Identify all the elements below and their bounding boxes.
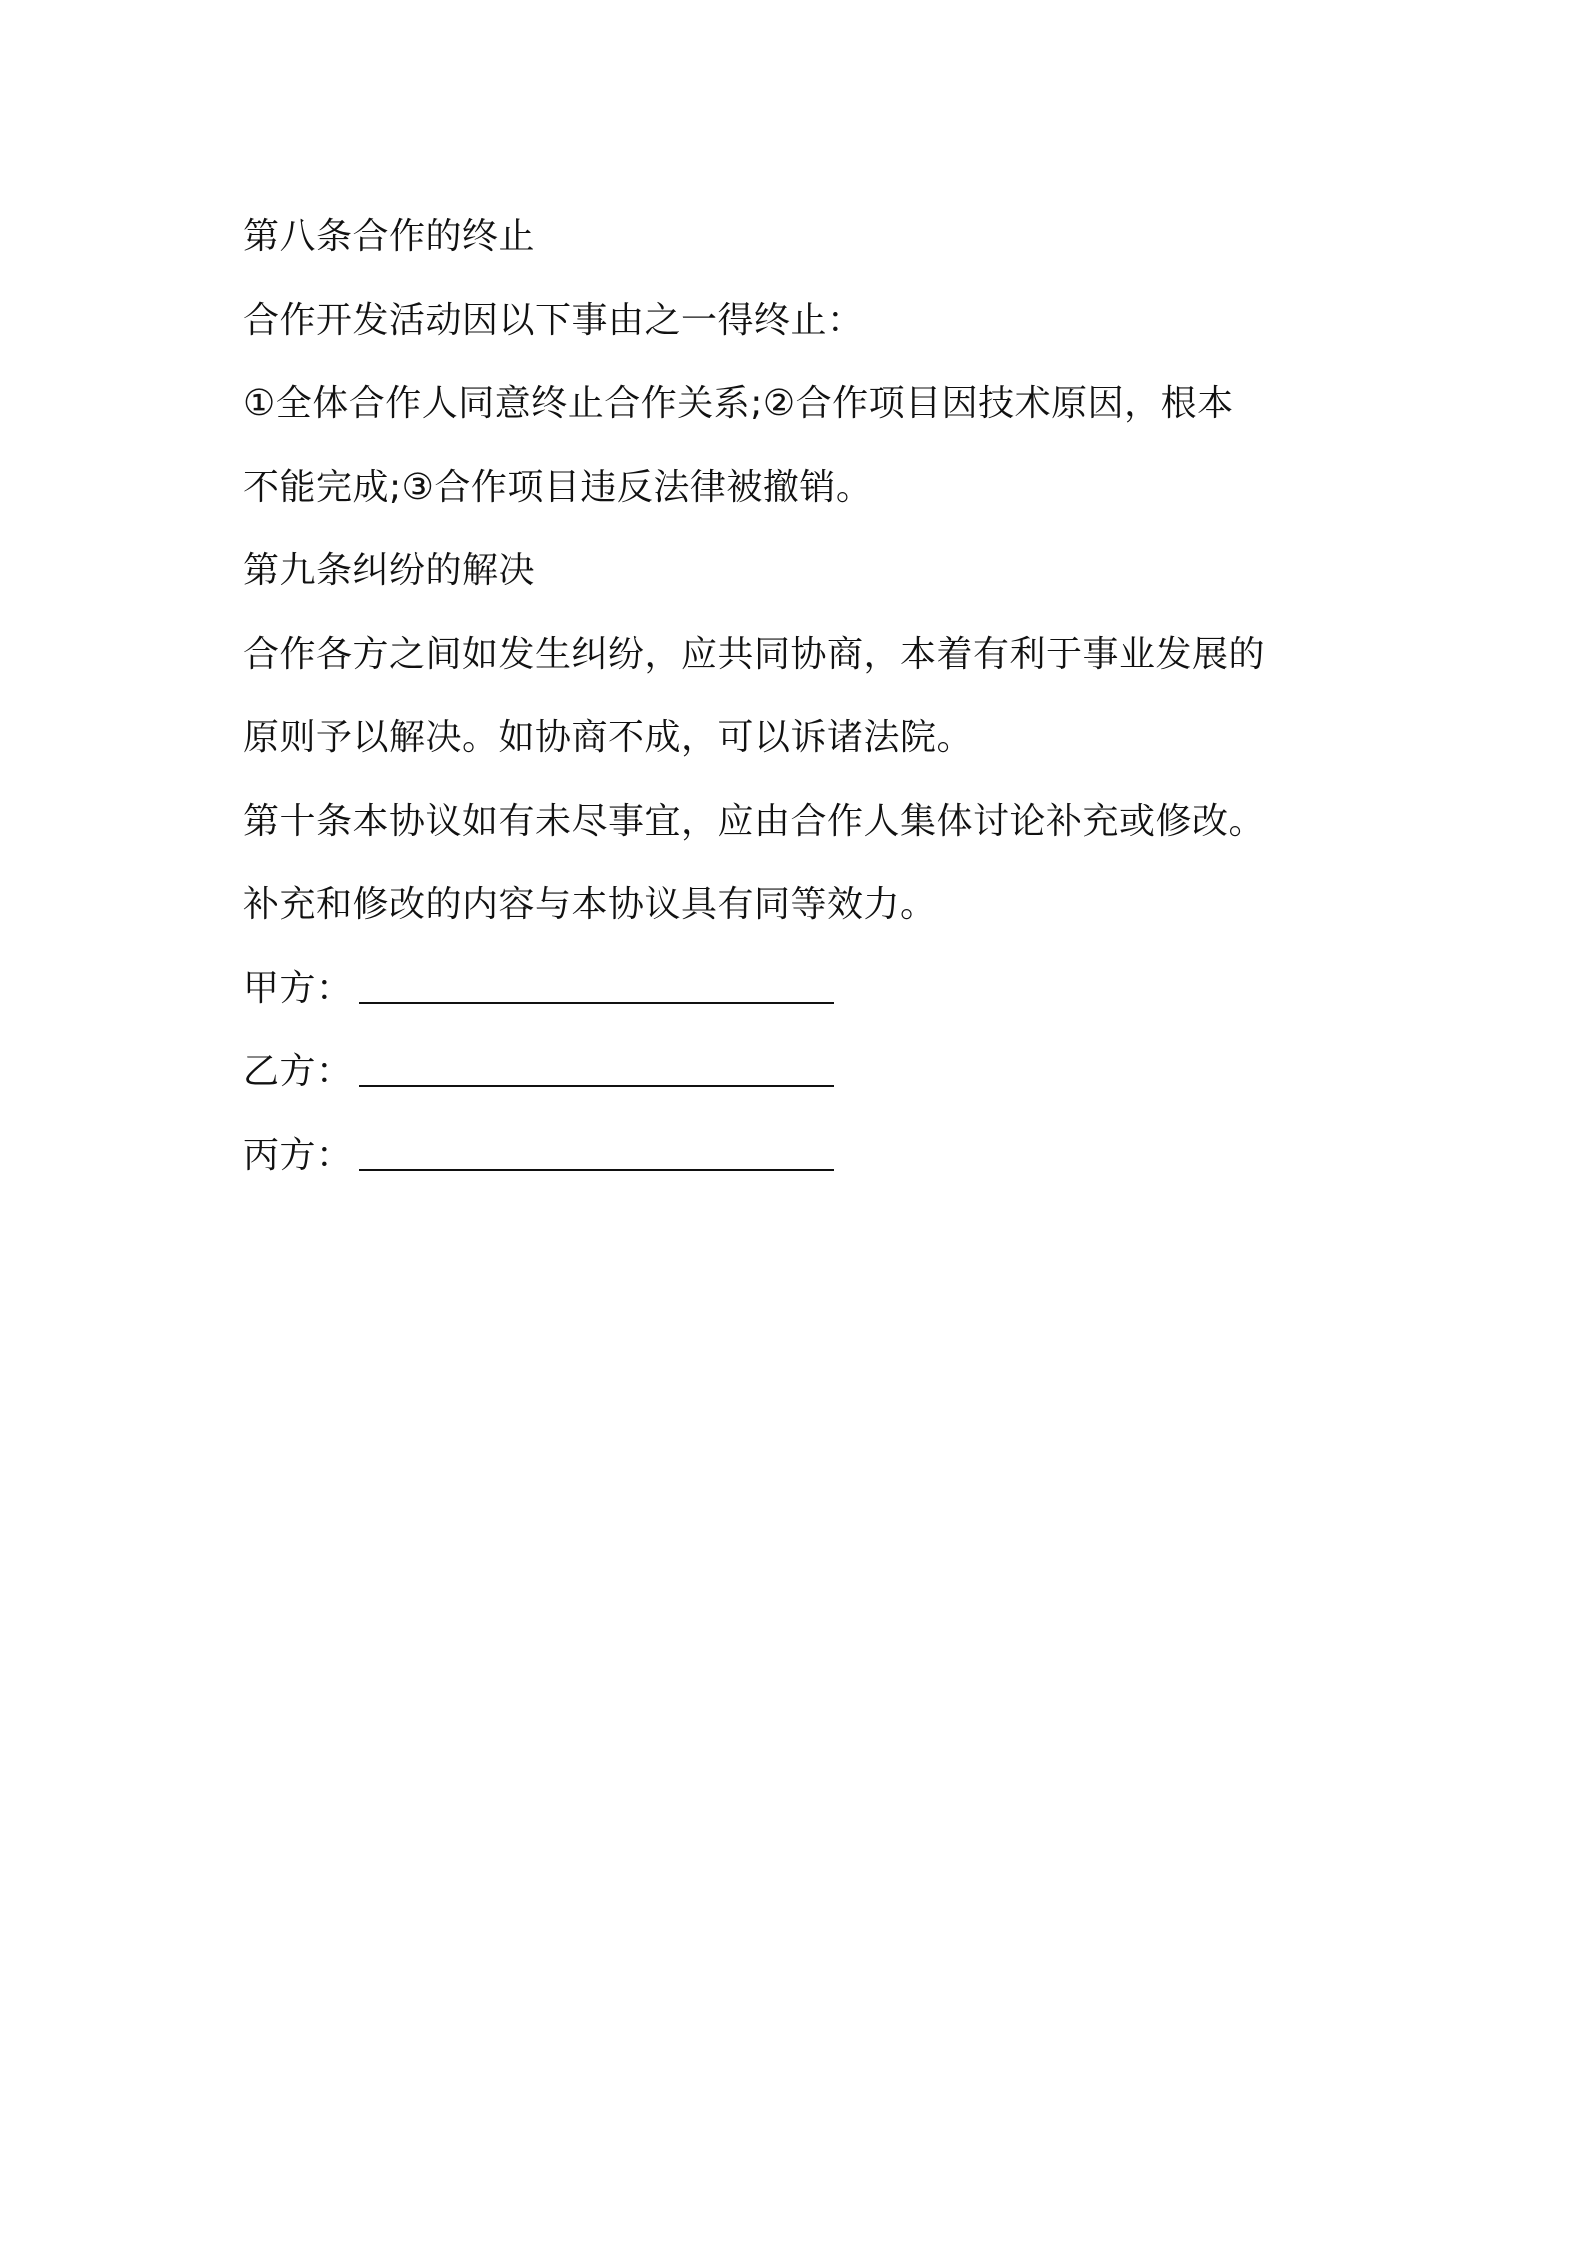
signature-party-a [243,947,1353,1031]
article-8-clause-line-1: ①全体合作人同意终止合作关系;②合作项目因技术原因，根本 [243,383,1234,424]
article-9-heading: 第九条纠纷的解决 [243,550,536,591]
signature-label: 乙方： [243,1051,353,1092]
article-10-text-line-2: 补充和修改的内容与本协议具有同等效力。 [243,884,937,925]
signature-blank [359,1169,834,1171]
signature-label: 甲方： [243,967,353,1009]
signature-party-c [243,1114,1353,1198]
article-10-text-line-1: 第十条本协议如有未尽事宜，应由合作人集体讨论补充或修改。 [243,800,1266,842]
signature-blank [359,1002,834,1004]
signature-blank [359,1085,834,1087]
signature-label: 丙方： [243,1134,353,1176]
article-9-text-line-1: 合作各方之间如发生纠纷，应共同协商，本着有利于事业发展的 [243,633,1266,675]
article-8-intro: 合作开发活动因以下事由之一得终止： [243,299,864,341]
document-body [243,195,1353,1197]
article-8-heading: 第八条合作的终止 [243,216,536,257]
article-9-text-line-2: 原则予以解决。如协商不成，可以诉诸法院。 [243,717,974,758]
article-8-clause-line-2: 不能完成;③合作项目违反法律被撤销。 [243,466,873,508]
signature-party-b [243,1030,1353,1114]
